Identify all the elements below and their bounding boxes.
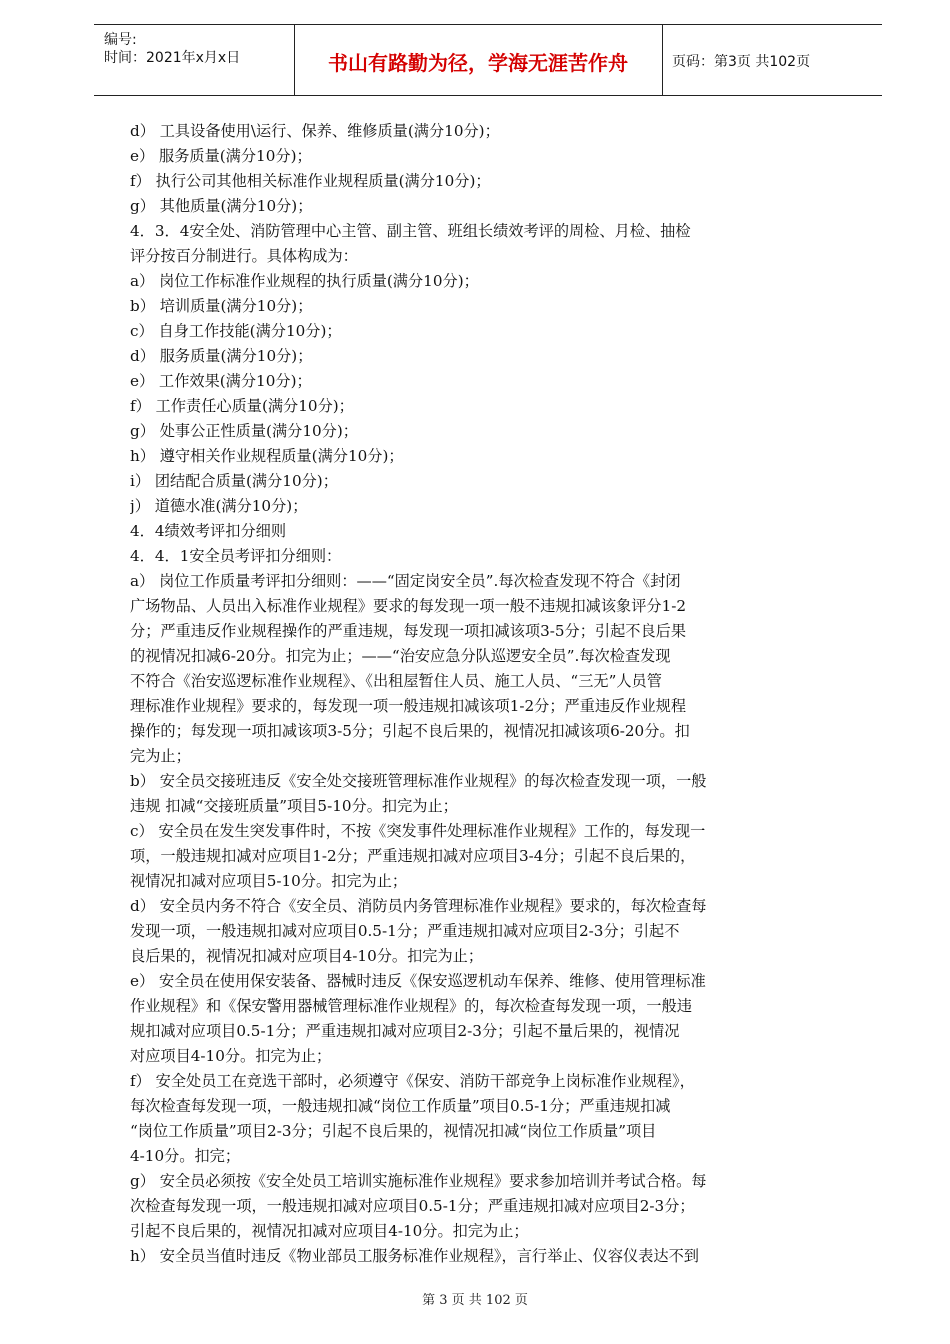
text-line: 视情况扣减对应项目5-10分。扣完为止； [130,872,408,890]
header-meta-cell [94,25,295,95]
text-line: f） 安全处员工在竞选干部时，必须遵守《保安、消防干部竞争上岗标准作业规程》， [130,1072,695,1090]
text-line: 4．3．4安全处、消防管理中心主管、副主管、班组长绩效考评的周检、月检、抽检 [130,222,691,240]
text-line: j） 道德水准(满分10分)； [130,497,308,515]
page-header [94,24,882,96]
text-line: 操作的；每发现一项扣减该项3-5分；引起不良后果的，视情况扣减该项6-20分。扣 [130,722,690,740]
text-line: 4．4．1安全员考评扣分细则： [130,547,342,565]
text-line: 发现一项，一般违规扣减对应项目0.5-1分；严重违规扣减对应项目2-3分；引起不 [130,922,680,940]
text-line: 对应项目4-10分。扣完为止； [130,1047,332,1065]
text-line: b） 培训质量(满分10分)； [130,297,313,315]
header-page-cell [662,25,882,95]
text-line: d） 工具设备使用\运行、保养、维修质量(满分10分)； [130,122,500,140]
text-line: b） 安全员交接班违反《安全处交接班管理标准作业规程》的每次检查发现一项，一般 [130,772,707,790]
text-line: c） 自身工作技能(满分10分)； [130,322,342,340]
text-line: e） 安全员在使用保安装备、器械时违反《保安巡逻机动车保养、维修、使用管理标准 [130,972,706,990]
text-line: e） 工作效果(满分10分)； [130,372,312,390]
header-motto: 书山有路勤为径，学海无涯苦作舟 [328,51,628,75]
text-line: “岗位工作质量”项目2-3分；引起不良后果的，视情况扣减“岗位工作质量”项目 [130,1122,657,1140]
text-line: h） 遵守相关作业规程质量(满分10分)； [130,447,404,465]
text-line: 评分按百分制进行。具体构成为： [130,247,358,265]
text-line: g） 处事公正性质量(满分10分)； [130,422,358,440]
document-number-label: 编号: [104,32,137,48]
text-line: 不符合《治安巡逻标准作业规程》、《出租屋暂住人员、施工人员、“三无”人员管 [130,672,662,690]
text-line: 完为止； [130,747,191,765]
text-line: 4．4绩效考评扣分细则 [130,522,287,540]
page-footer: 第 3 页 共 102 页 [422,1293,528,1308]
text-line: 的视情况扣减6-20分。扣完为止；——“治安应急分队巡逻安全员”.每次检查发现 [130,647,671,665]
text-line: 良后果的，视情况扣减对应项目4-10分。扣完为止； [130,947,484,965]
text-line: 引起不良后果的，视情况扣减对应项目4-10分。扣完为止； [130,1222,529,1240]
text-line: f） 工作责任心质量(满分10分)； [130,397,354,415]
text-line: d） 服务质量(满分10分)； [130,347,313,365]
text-line: 次检查每发现一项，一般违规扣减对应项目0.5-1分；严重违规扣减对应项目2-3分； [130,1197,695,1215]
text-line: 作业规程》和《保安警用器械管理标准作业规程》的，每次检查每发现一项，一般违 [130,997,692,1015]
text-line: 广场物品、人员出入标准作业规程》要求的每发现一项一般不违规扣减该象评分1-2 [130,597,687,615]
text-line: 违规 扣减“交接班质量”项目5-10分。扣完为止； [130,797,458,815]
text-line: c） 安全员在发生突发事件时，不按《突发事件处理标准作业规程》工作的，每发现一 [130,822,706,840]
header-motto-cell [294,25,663,95]
text-line: 分；严重违反作业规程操作的严重违规，每发现一项扣减该项3-5分；引起不良后果 [130,622,687,640]
text-line: g） 安全员必须按《安全处员工培训实施标准作业规程》要求参加培训并考试合格。每 [130,1172,707,1190]
text-line: 项，一般违规扣减对应项目1-2分；严重违规扣减对应项目3-4分；引起不良后果的， [130,847,696,865]
text-line: i） 团结配合质量(满分10分)； [130,472,338,490]
header-page-label: 页码：第3页 共102页 [672,54,811,70]
document-body [130,119,854,1269]
text-line: a） 岗位工作质量考评扣分细则：——“固定岗安全员”.每次检查发现不符合《封闭 [130,572,681,590]
text-line: e） 服务质量(满分10分)； [130,147,312,165]
text-line: 每次检查每发现一项，一般违规扣减“岗位工作质量”项目0.5-1分；严重违规扣减 [130,1097,671,1115]
text-line: 4-10分。扣完； [130,1147,241,1165]
text-line: a） 岗位工作标准作业规程的执行质量(满分10分)； [130,272,479,290]
text-line: d） 安全员内务不符合《安全员、消防员内务管理标准作业规程》要求的，每次检查每 [130,897,707,915]
text-line: f） 执行公司其他相关标准作业规程质量(满分10分)； [130,172,491,190]
text-line: g） 其他质量(满分10分)； [130,197,313,215]
text-line: 规扣减对应项目0.5-1分；严重违规扣减对应项目2-3分；引起不量后果的，视情况 [130,1022,680,1040]
text-line: 理标准作业规程》要求的，每发现一项一般违规扣减该项1-2分；严重违反作业规程 [130,697,687,715]
document-time-label: 时间：2021年x月x日 [104,50,241,66]
text-line: h） 安全员当值时违反《物业部员工服务标准作业规程》，言行举止、仪容仪表达不到 [130,1247,699,1265]
